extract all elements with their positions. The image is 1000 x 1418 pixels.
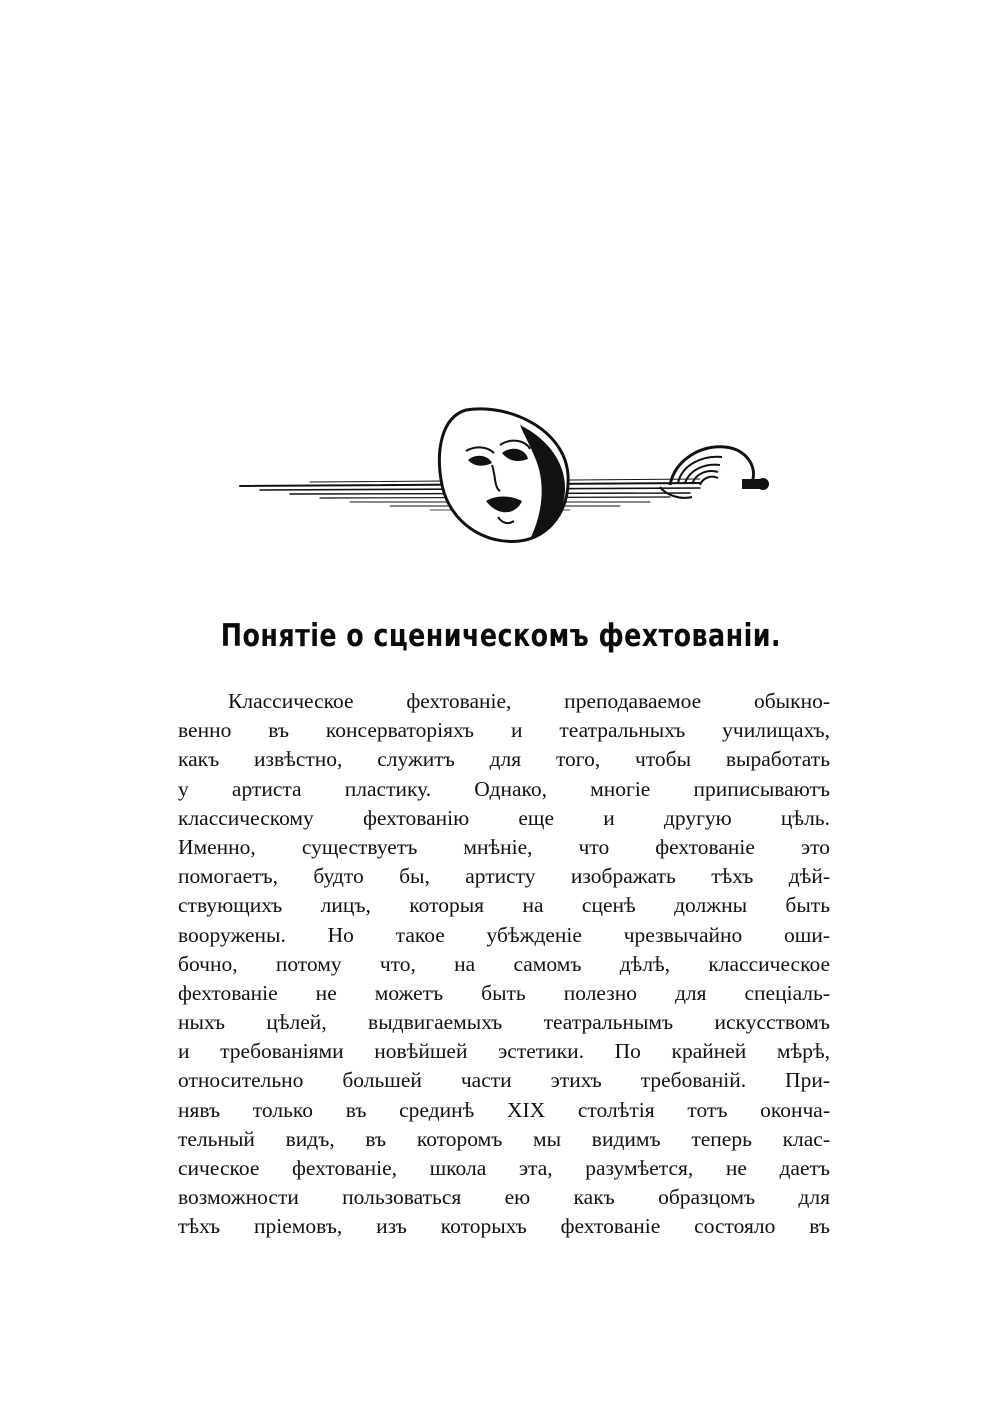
text-line: возможности пользоваться ею какъ образцомъ для — [178, 1185, 830, 1210]
text-line: венно въ консерваторіяхъ и театральныхъ училищахъ, — [178, 718, 830, 743]
text-line: вооружены. Но такое убѣжденіе чрезвычайно оши- — [178, 922, 830, 947]
text-line: бочно, потому что, на самомъ дѣлѣ, классическое — [178, 951, 830, 976]
text-line: ныхъ цѣлей, выдвигаемыхъ театральнымъ искусствомъ — [178, 1010, 830, 1035]
paragraph — [178, 687, 830, 1242]
text-line: тельный видъ, въ которомъ мы видимъ теперь клас- — [178, 1126, 830, 1151]
text-line: какъ извѣстно, служитъ для того, чтобы выработать — [178, 747, 830, 772]
text-line: сическое фехтованіе, школа эта, разумѣется, не даетъ — [178, 1156, 830, 1180]
text-line: классическому фехтованію еще и другую цѣль. — [178, 805, 830, 830]
text-line: помогаетъ, будто бы, артисту изображать тѣхъ дѣй- — [178, 864, 830, 889]
text-line: у артиста пластику. Однако, многіе приписываютъ — [178, 776, 830, 801]
text-line: относительно большей части этихъ требованій. При- — [178, 1068, 830, 1093]
text-line: нявъ только въ срединѣ XIX столѣтія тотъ оконча- — [178, 1097, 830, 1122]
text-line: Классическое фехтованіе, преподаваемое обыкно- — [228, 689, 830, 713]
text-line: и требованіями новѣйшей эстетики. По крайней мѣрѣ, — [178, 1039, 830, 1064]
text-line: фехтованіе не можетъ быть полезно для спеціаль- — [178, 980, 830, 1005]
text-line: тѣхъ пріемовъ, изъ которыхъ фехтованіе состояло въ — [178, 1214, 830, 1239]
text-line: Именно, существуетъ мнѣніе, что фехтованіе это — [178, 834, 830, 859]
theatre-mask-and-sword-icon — [230, 405, 770, 550]
chapter-title: Понятіе о сценическомъ фехтованіи. — [220, 618, 781, 654]
text-line: ствующихъ лицъ, которыя на сценѣ должны быть — [178, 893, 830, 918]
